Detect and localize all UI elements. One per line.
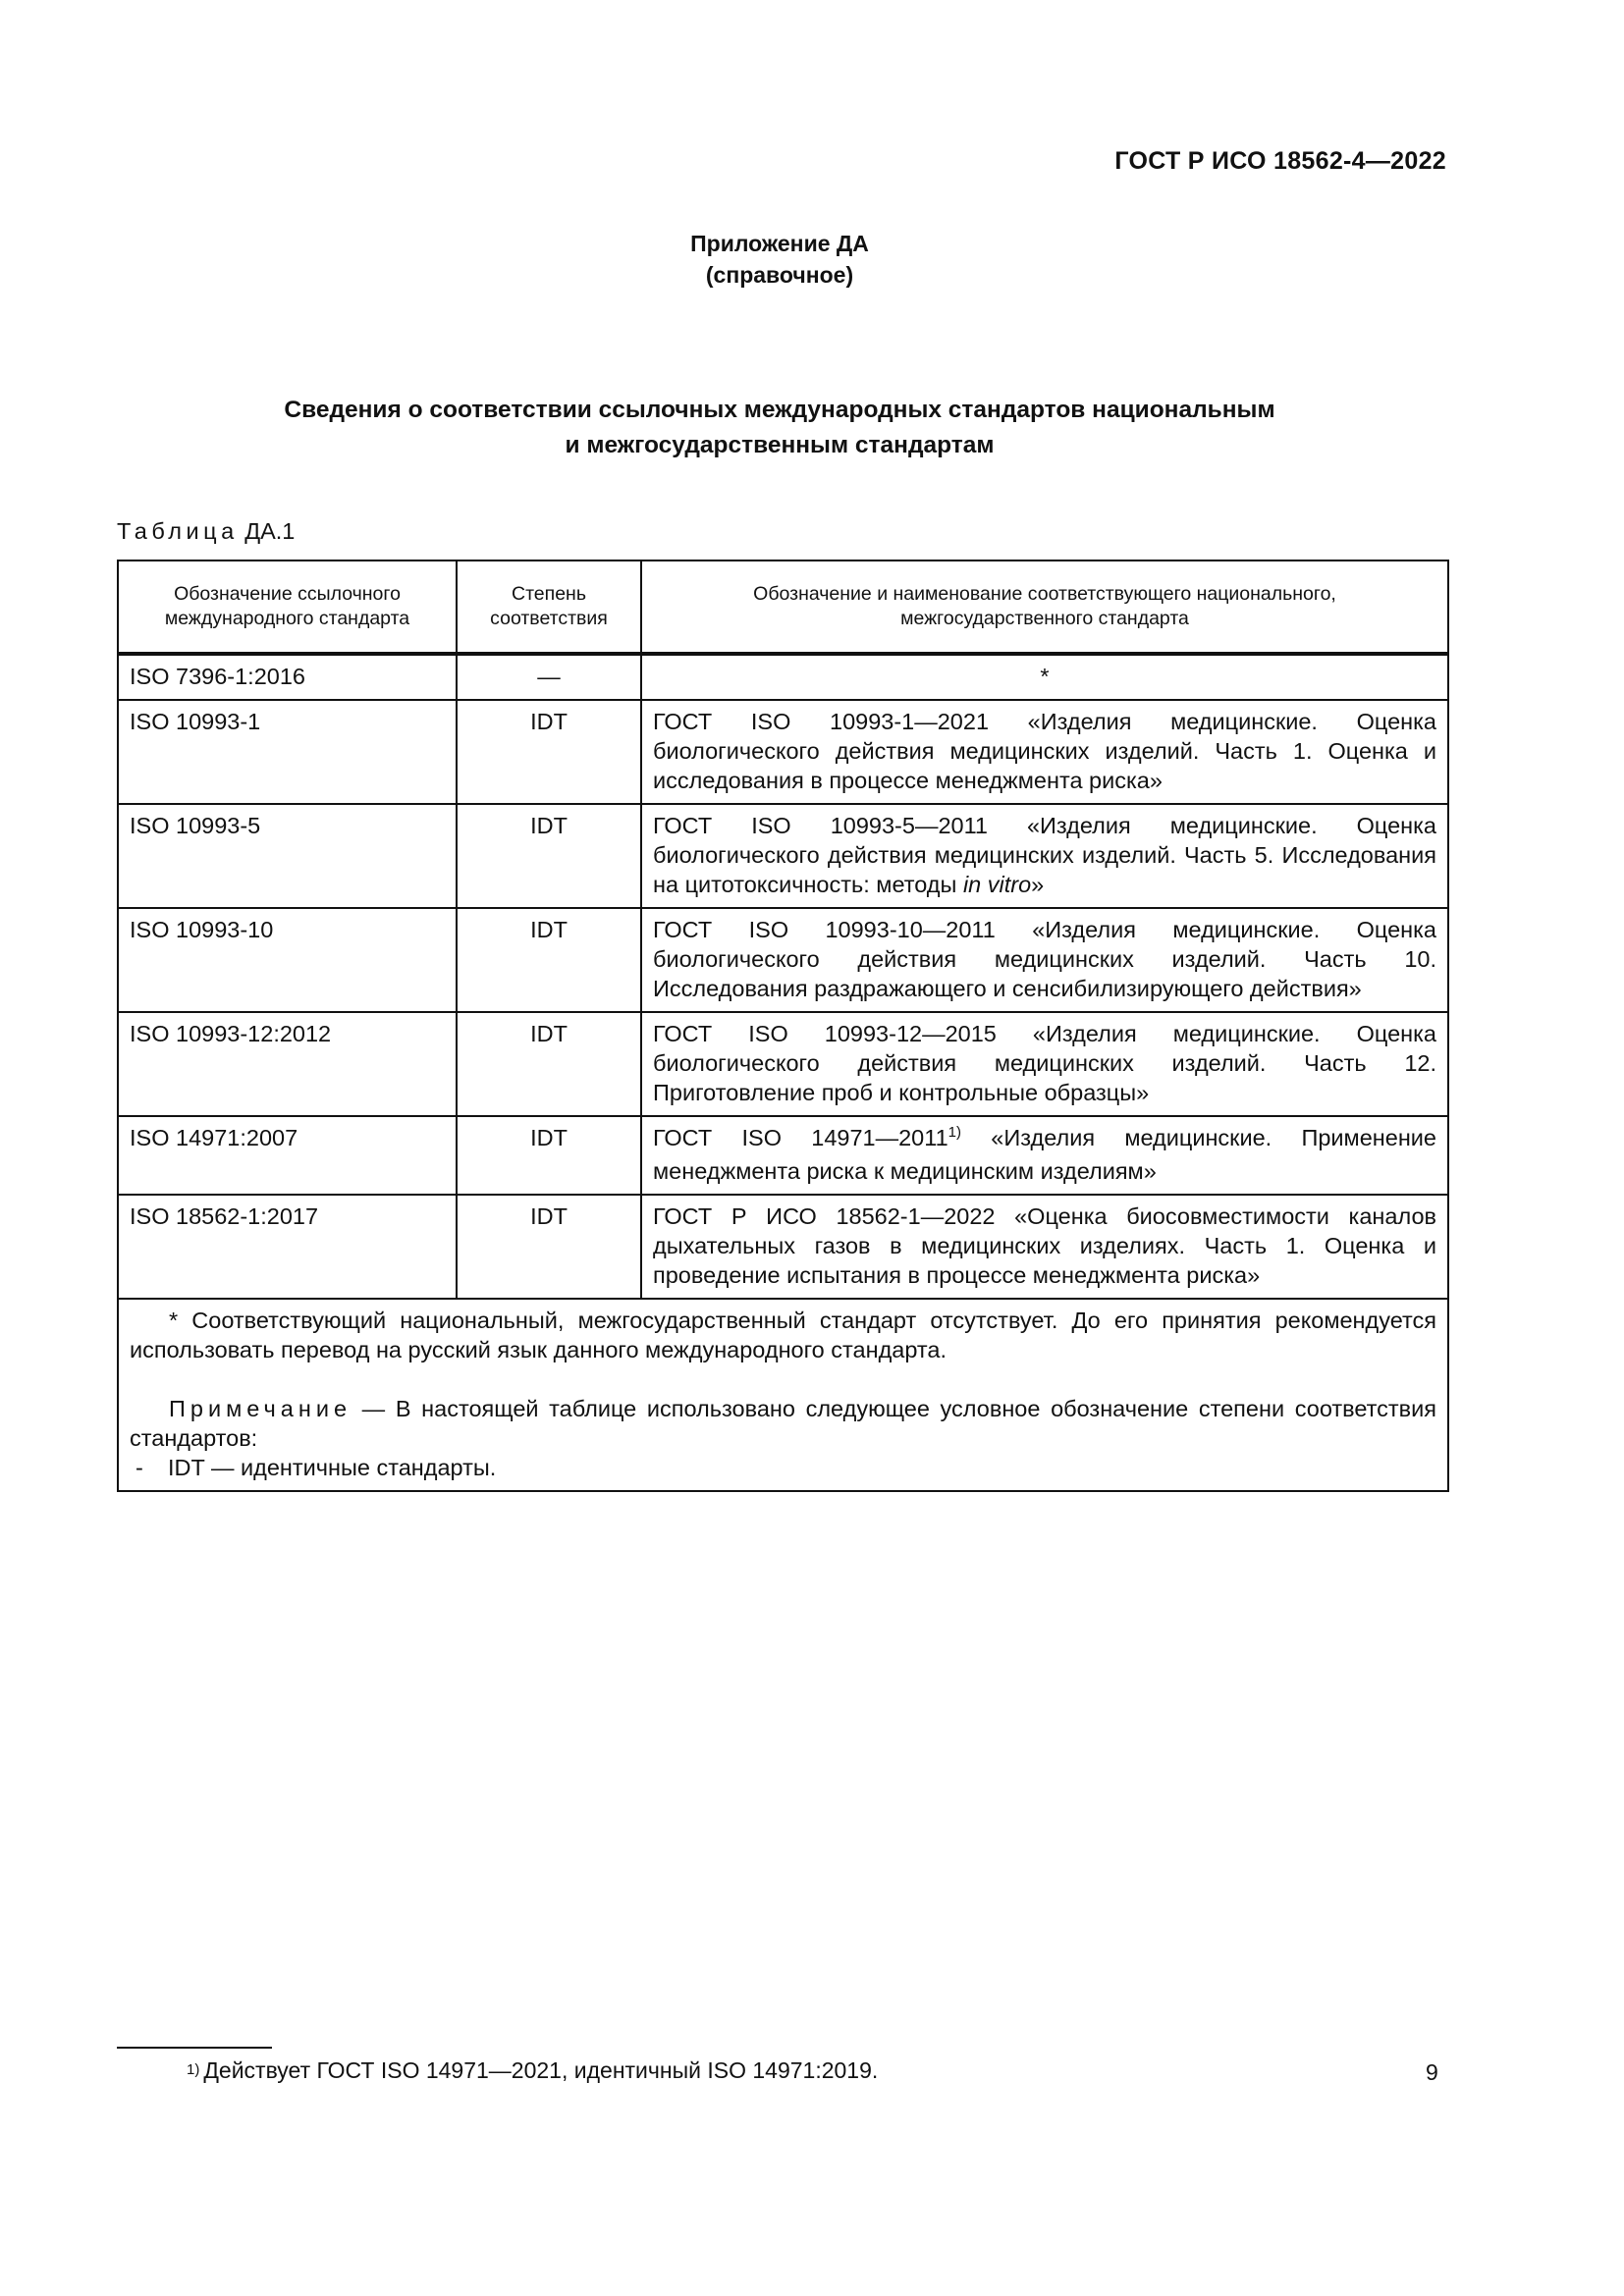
cell-degree: IDT [457,804,641,908]
cell-degree: IDT [457,908,641,1012]
table-label-number: ДА.1 [244,518,296,544]
header-ref-standard [118,561,457,654]
table-row [118,1116,1448,1195]
footnote-separator [117,2047,272,2049]
cell-national-italic: in vitro [962,872,1032,897]
cell-national-text: ГОСТ ISO 14971—2011 [653,1125,948,1150]
cell-national: ГОСТ ISO 10993-10—2011 «Изделия медицинские. Оценка биологического действия медицинских изделий. Часть 10. Исследования раздражающего и сенсибилизирующего действия» [641,908,1448,1012]
note-word: Примечание [169,1396,352,1421]
header-degree [457,561,641,654]
cell-national: * [641,654,1448,700]
annex-type: (справочное) [705,262,854,288]
cell-ref: ISO 10993-5 [118,804,457,908]
header-national-line2: межгосударственного стандарта [900,608,1189,629]
table-row [118,1195,1448,1299]
section-title [0,393,1559,463]
note-paragraph [130,1394,1436,1453]
idt-definition-text: IDT — идентичные стандарты. [168,1455,497,1480]
table-row [118,804,1448,908]
cell-national: ГОСТ Р ИСО 18562-1—2022 «Оценка биосовместимости каналов дыхательных газов в медицинских изделиях. Часть 1. Оценка и проведение испытания в процессе менеджмента риска» [641,1195,1448,1299]
cell-degree: IDT [457,1195,641,1299]
footnote-reference: 1) [947,1124,961,1141]
cell-national [641,804,1448,908]
cell-degree: IDT [457,1012,641,1116]
list-dash: - [135,1455,143,1480]
table-label-word: Таблица [117,518,239,544]
header-national-line1: Обозначение и наименование соответствующего национального, [753,583,1336,605]
note-text: — В настоящей таблице использовано следующее условное обозначение степени соответствия стандартов: [130,1396,1436,1451]
table-row [118,1012,1448,1116]
footnote-text: Действует ГОСТ ISO 14971—2021, идентичный ISO 14971:2019. [203,2057,879,2083]
section-title-line1: Сведения о соответствии ссылочных международных стандартов национальным [284,397,1275,423]
cell-ref: ISO 10993-12:2012 [118,1012,457,1116]
cell-national: ГОСТ ISO 10993-1—2021 «Изделия медицинские. Оценка биологического действия медицинских изделий. Часть 1. Оценка и исследования в процессе менеджмента риска» [641,700,1448,804]
correspondence-table [117,560,1449,1492]
footnote [187,2057,878,2084]
cell-degree: — [457,654,641,700]
header-ref-line2: международного стандарта [164,608,410,629]
table-row [118,654,1448,700]
table-notes [118,1299,1448,1491]
star-footnote: * Соответствующий национальный, межгосударственный стандарт отсутствует. До его принятия рекомендуется использовать перевод на русский язык данного международного стандарта. [130,1308,1436,1362]
cell-national-text: ГОСТ ISO 10993-5—2011 «Изделия медицинские. Оценка биологического действия медицинских изделий. Часть 5. Исследования на цитотоксичность: методы [653,813,1436,897]
header-degree-line1: Степень [512,583,586,605]
cell-ref: ISO 18562-1:2017 [118,1195,457,1299]
cell-national-end: «Изделия медицинские. Применение менеджмента риска к медицинским изделиям» [653,1125,1436,1184]
table-header-row [118,561,1448,654]
table-label [117,518,295,545]
cell-ref: ISO 7396-1:2016 [118,654,457,700]
table-row [118,908,1448,1012]
cell-national: ГОСТ ISO 10993-12—2015 «Изделия медицинские. Оценка биологического действия медицинских изделий. Часть 12. Приготовление проб и контрольные образцы» [641,1012,1448,1116]
document-code: ГОСТ Р ИСО 18562-4—2022 [1114,147,1446,175]
cell-ref: ISO 10993-1 [118,700,457,804]
cell-ref: ISO 10993-10 [118,908,457,1012]
cell-degree: IDT [457,1116,641,1195]
table-notes-row [118,1299,1448,1491]
cell-degree: IDT [457,700,641,804]
header-ref-line1: Обозначение ссылочного [174,583,401,605]
cell-ref: ISO 14971:2007 [118,1116,457,1195]
cell-national-end: » [1031,872,1045,897]
idt-definition [130,1453,1436,1482]
section-title-line2: и межгосударственным стандартам [565,432,995,458]
header-degree-line2: соответствия [490,608,608,629]
annex-heading [0,228,1559,291]
page-number: 9 [1426,2059,1438,2085]
table-row [118,700,1448,804]
header-national-standard [641,561,1448,654]
cell-national [641,1116,1448,1195]
annex-title: Приложение ДА [690,231,869,256]
footnote-mark: 1) [187,2061,200,2078]
